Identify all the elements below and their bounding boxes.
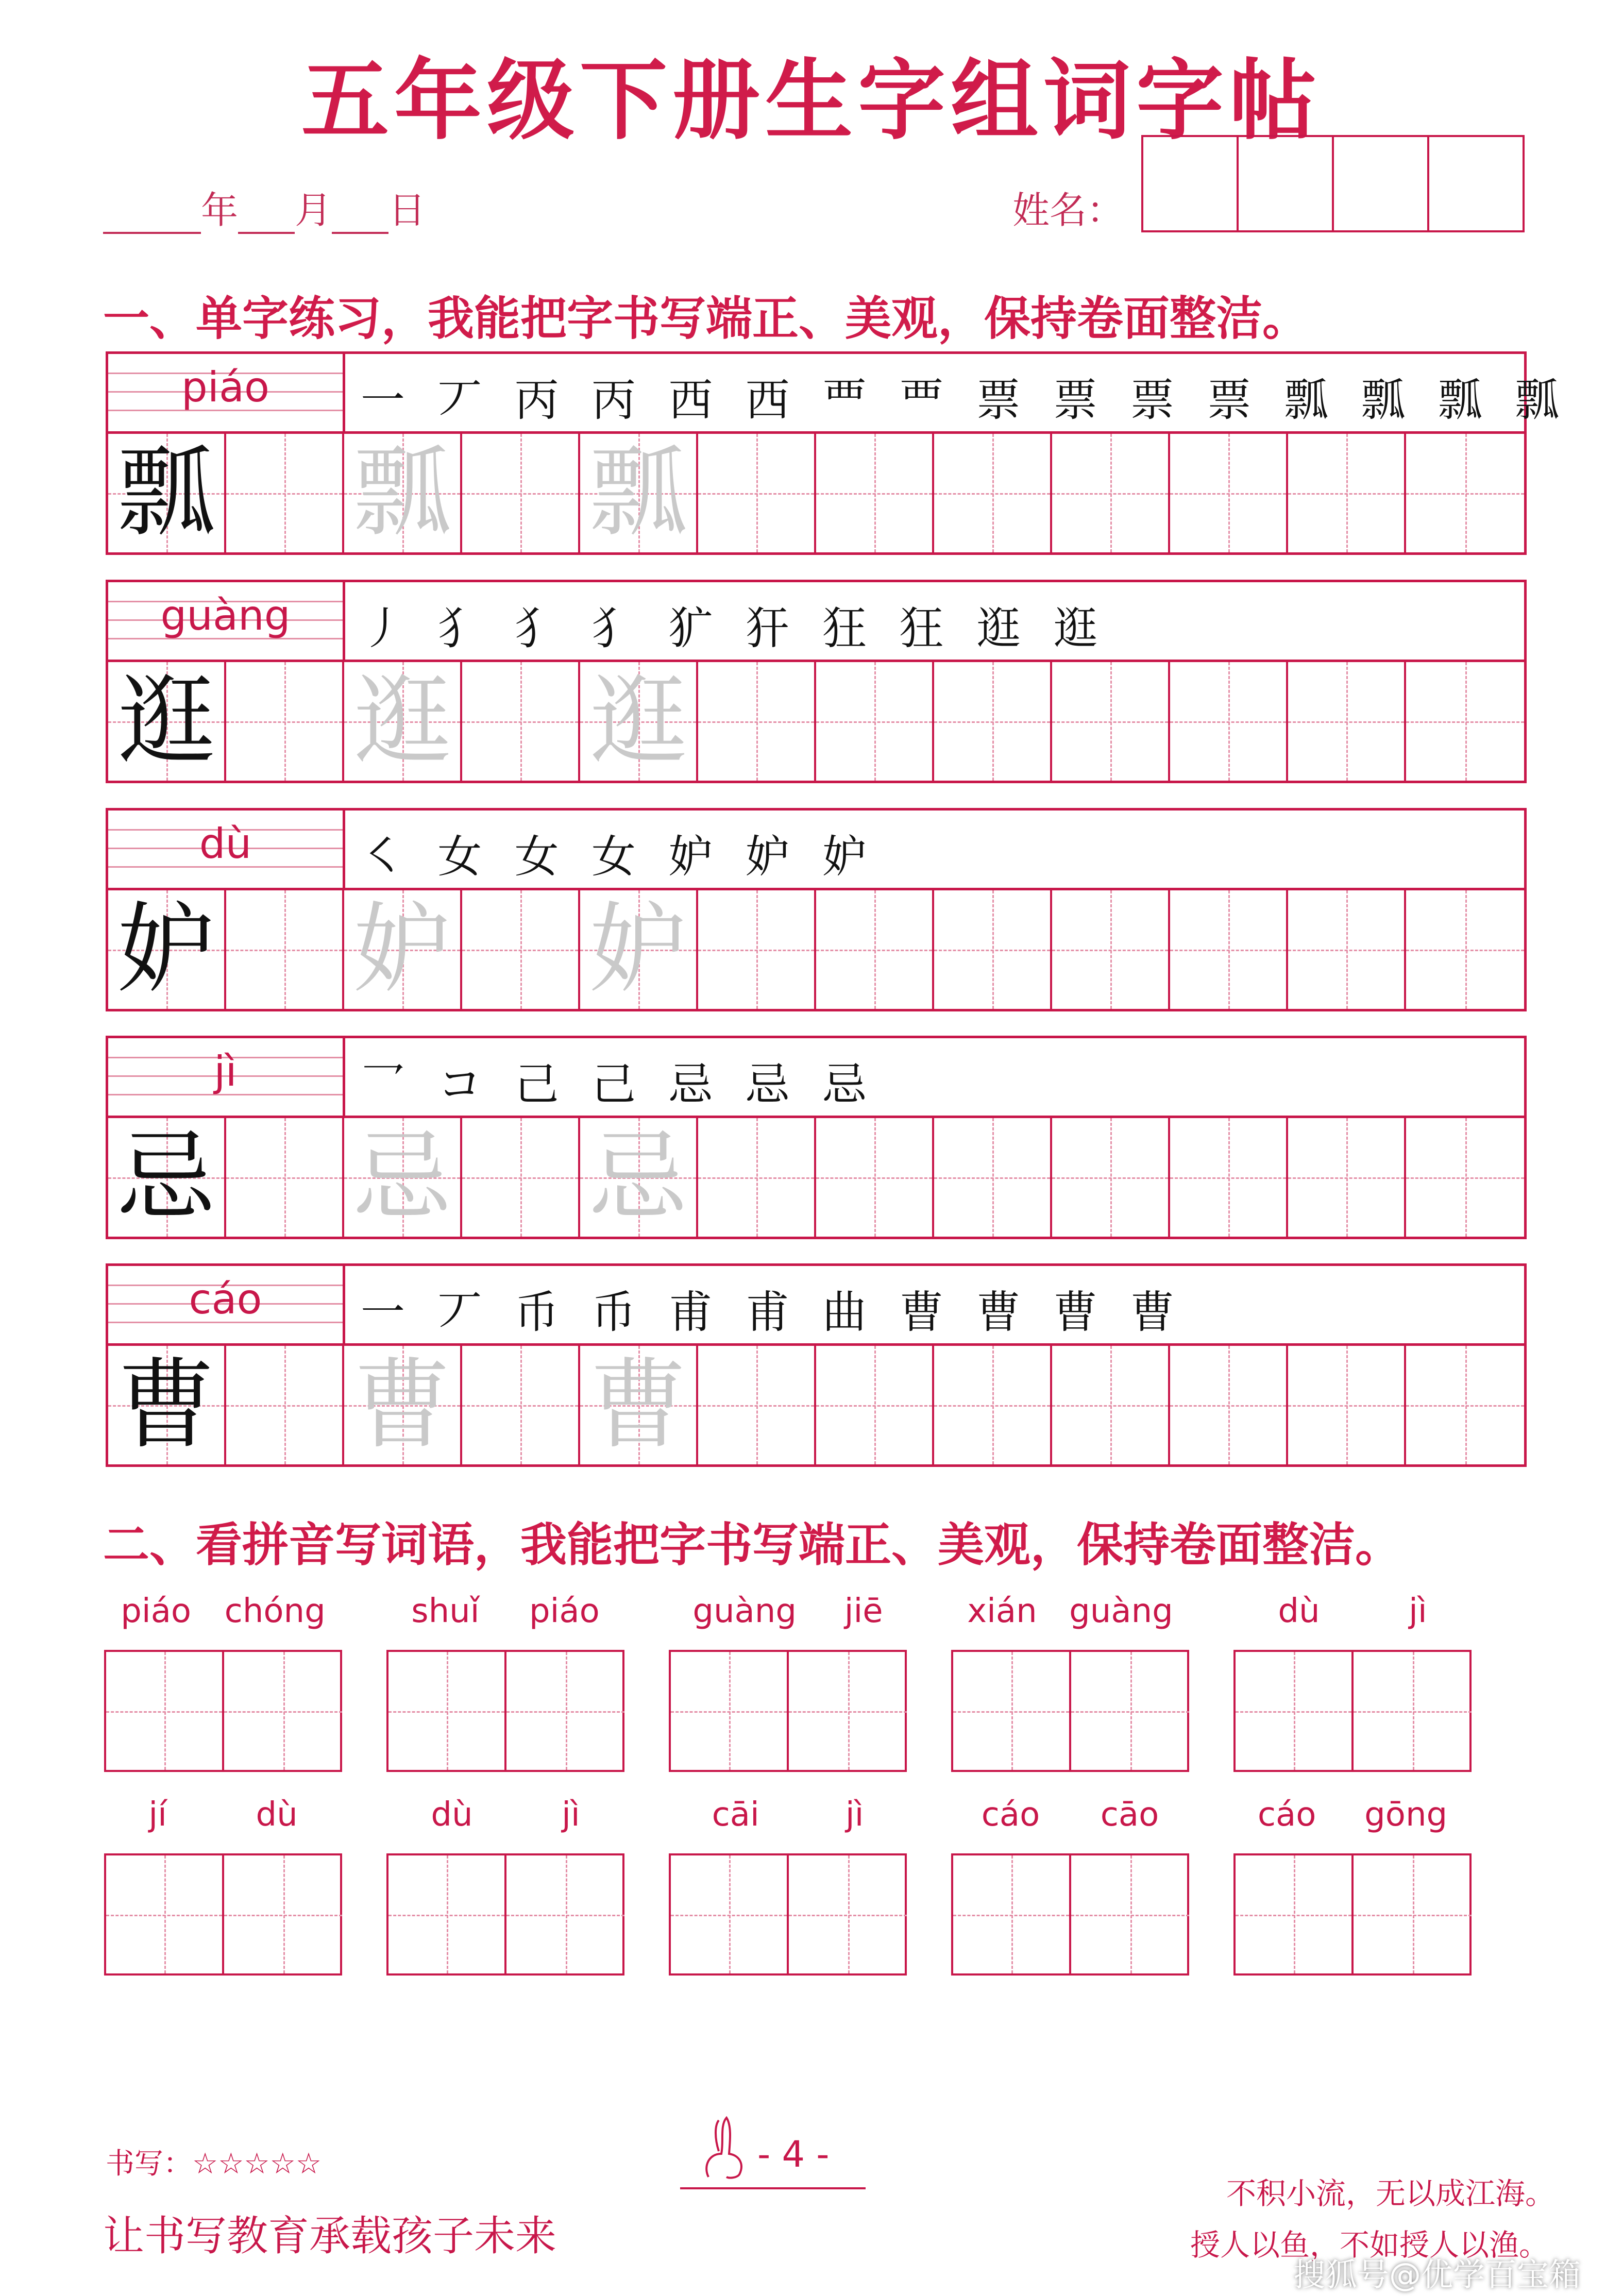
model-char: 瓢 <box>117 436 215 550</box>
word-group <box>1233 1796 1472 1976</box>
section2-title: 二、看拼音写词语，我能把字书写端正、美观，保持卷面整洁。 <box>103 1518 1401 1572</box>
word-pinyin: chóng <box>224 1592 326 1630</box>
model-char: 逛 <box>117 664 215 778</box>
word-write-box[interactable] <box>953 1855 1071 1973</box>
word-write-box[interactable] <box>106 1855 224 1973</box>
year-blank[interactable] <box>103 193 201 234</box>
tianzi-cell[interactable] <box>108 1118 226 1237</box>
word-pinyin: dù <box>256 1796 298 1834</box>
trace-char: 逛 <box>353 664 451 778</box>
word-pinyin: cāi <box>712 1796 759 1834</box>
char-pinyin: jì <box>214 1048 237 1095</box>
word-group <box>951 1592 1189 1772</box>
tianzi-cell[interactable] <box>580 890 698 1009</box>
trace-char: 忌 <box>589 1120 687 1234</box>
tianzi-cell[interactable] <box>698 1346 816 1464</box>
tianzi-grid-row <box>108 1118 1524 1237</box>
tianzi-grid-row <box>108 890 1524 1009</box>
word-write-box[interactable] <box>953 1652 1071 1770</box>
char-pinyin: piáo <box>181 363 269 411</box>
pinyin-cell <box>108 354 345 434</box>
trace-char: 曹 <box>589 1348 687 1462</box>
day-blank[interactable] <box>332 193 388 234</box>
rating-stars: 书写：☆☆☆☆☆ <box>106 2147 322 2181</box>
pinyin-cell <box>108 1266 345 1346</box>
word-pinyin: dù <box>1278 1592 1320 1630</box>
tianzi-cell[interactable] <box>1406 434 1524 552</box>
quote-line-2: 授人以鱼，不如授人以渔。 <box>1190 2227 1549 2263</box>
tianzi-cell[interactable] <box>344 890 462 1009</box>
tianzi-cell[interactable] <box>344 434 462 552</box>
word-write-box[interactable] <box>224 1652 342 1770</box>
word-write-box[interactable] <box>1071 1855 1189 1973</box>
year-label: 年 <box>201 189 239 232</box>
tianzi-cell[interactable] <box>462 662 580 781</box>
word-write-box[interactable] <box>1236 1855 1354 1973</box>
char-block <box>106 351 1569 555</box>
tianzi-cell[interactable] <box>698 434 816 552</box>
char-block <box>106 1263 1527 1467</box>
tianzi-cell[interactable] <box>1052 890 1170 1009</box>
word-write-box[interactable] <box>506 1652 624 1770</box>
page-title: 五年级下册生字组词字帖 <box>301 50 1322 152</box>
tianzi-cell[interactable] <box>1170 890 1288 1009</box>
rabbit-icon <box>688 2110 765 2187</box>
tianzi-cell[interactable] <box>1052 1346 1170 1464</box>
pinyin-cell <box>108 811 345 890</box>
word-pinyin: jí <box>148 1796 167 1834</box>
tianzi-cell[interactable] <box>226 1346 344 1464</box>
stroke-order-cell <box>345 811 1524 890</box>
word-group <box>669 1592 907 1772</box>
word-pinyin: jiē <box>844 1592 883 1630</box>
word-pinyin: gōng <box>1364 1796 1448 1834</box>
trace-char: 妒 <box>353 892 451 1006</box>
word-write-box[interactable] <box>106 1652 224 1770</box>
pinyin-cell <box>108 1038 345 1118</box>
word-group <box>386 1592 624 1772</box>
name-label: 姓名： <box>1012 189 1124 232</box>
stroke-order-cell <box>345 582 1524 662</box>
tianzi-cell[interactable] <box>580 662 698 781</box>
word-write-box[interactable] <box>506 1855 624 1973</box>
slogan: 让书写教育承载孩子未来 <box>103 2212 556 2260</box>
char-pinyin: dù <box>199 820 252 868</box>
word-write-box[interactable] <box>224 1855 342 1973</box>
char-block <box>106 580 1527 783</box>
word-write-box[interactable] <box>1236 1652 1354 1770</box>
tianzi-cell[interactable] <box>1170 1118 1288 1237</box>
tianzi-cell[interactable] <box>462 1346 580 1464</box>
watermark: 搜狐号@优学百宝箱 <box>1293 2256 1581 2293</box>
word-pinyin: cáo <box>981 1796 1040 1834</box>
page-number: - 4 - <box>757 2133 830 2175</box>
word-write-box[interactable] <box>671 1652 789 1770</box>
month-blank[interactable] <box>238 193 295 234</box>
tianzi-cell[interactable] <box>816 434 934 552</box>
tianzi-cell[interactable] <box>1406 1118 1524 1237</box>
word-write-box[interactable] <box>388 1855 506 1973</box>
tianzi-cell[interactable] <box>1288 890 1406 1009</box>
trace-char: 逛 <box>589 664 687 778</box>
tianzi-cell[interactable] <box>934 890 1052 1009</box>
tianzi-cell[interactable] <box>698 662 816 781</box>
tianzi-cell[interactable] <box>226 890 344 1009</box>
trace-char: 瓢 <box>353 436 451 550</box>
name-cell[interactable] <box>1332 137 1427 230</box>
word-pinyin: xián <box>967 1592 1037 1630</box>
tianzi-cell[interactable] <box>1170 434 1288 552</box>
tianzi-cell[interactable] <box>580 434 698 552</box>
word-group <box>951 1796 1189 1976</box>
name-grid[interactable] <box>1141 135 1525 232</box>
stroke-order: ㇛ 女 女 女 妒 妒 妒 <box>361 831 876 883</box>
model-char: 曹 <box>117 1348 215 1462</box>
word-pinyin: jì <box>562 1796 580 1834</box>
word-write-box[interactable] <box>789 1652 907 1770</box>
tianzi-cell[interactable] <box>108 890 226 1009</box>
tianzi-cell[interactable] <box>816 1346 934 1464</box>
tianzi-cell[interactable] <box>1170 1346 1288 1464</box>
char-block <box>106 1036 1527 1239</box>
word-pinyin: shuǐ <box>411 1592 480 1630</box>
section1-title: 一、单字练习，我能把字书写端正、美观，保持卷面整洁。 <box>103 292 1309 346</box>
tianzi-cell[interactable] <box>580 1346 698 1464</box>
day-label: 日 <box>388 189 426 232</box>
word-pinyin: jì <box>1409 1592 1427 1630</box>
word-pinyin: jì <box>845 1796 864 1834</box>
word-pinyin: cāo <box>1100 1796 1159 1834</box>
tianzi-grid-row <box>108 662 1524 781</box>
tianzi-cell[interactable] <box>934 434 1052 552</box>
tianzi-cell[interactable] <box>108 1346 226 1464</box>
char-pinyin: guàng <box>160 592 291 639</box>
name-cell[interactable] <box>1237 137 1332 230</box>
model-char: 妒 <box>117 892 215 1006</box>
tianzi-cell[interactable] <box>462 1118 580 1237</box>
word-write-box[interactable] <box>388 1652 506 1770</box>
tianzi-cell[interactable] <box>344 1118 462 1237</box>
stroke-order: 丿 犭 犭 犭 犷 犴 狂 狂 逛 逛 <box>361 603 1107 654</box>
tianzi-cell[interactable] <box>1170 662 1288 781</box>
word-pinyin: guàng <box>692 1592 797 1630</box>
name-cell[interactable] <box>1143 137 1237 230</box>
trace-char: 曹 <box>353 1348 451 1462</box>
tianzi-cell[interactable] <box>816 890 934 1009</box>
quote-line-1: 不积小流，无以成江海。 <box>1226 2176 1556 2211</box>
trace-char: 忌 <box>353 1120 451 1234</box>
tianzi-cell[interactable] <box>226 1118 344 1237</box>
tianzi-cell[interactable] <box>934 1346 1052 1464</box>
tianzi-cell[interactable] <box>344 1346 462 1464</box>
stroke-order: 乛 コ 己 己 忌 忌 忌 <box>361 1059 876 1110</box>
word-group <box>386 1796 624 1976</box>
tianzi-cell[interactable] <box>108 662 226 781</box>
tianzi-cell[interactable] <box>698 1118 816 1237</box>
tianzi-cell[interactable] <box>1288 434 1406 552</box>
tianzi-cell[interactable] <box>1288 1346 1406 1464</box>
tianzi-cell[interactable] <box>1052 662 1170 781</box>
model-char: 忌 <box>117 1120 215 1234</box>
word-write-box[interactable] <box>1071 1652 1189 1770</box>
stroke-order: 一 丆 币 币 甫 甫 曲 曹 曹 曹 曹 <box>361 1287 1184 1338</box>
month-label: 月 <box>295 189 332 232</box>
tianzi-cell[interactable] <box>1406 1346 1524 1464</box>
word-pinyin: dù <box>431 1796 473 1834</box>
stroke-order-cell <box>345 354 1569 434</box>
char-pinyin: cáo <box>189 1275 262 1323</box>
word-group <box>104 1592 342 1772</box>
trace-char: 瓢 <box>589 436 687 550</box>
word-pinyin: piáo <box>121 1592 192 1630</box>
tianzi-cell[interactable] <box>1052 434 1170 552</box>
name-cell[interactable] <box>1427 137 1523 230</box>
stroke-order-cell <box>345 1038 1524 1118</box>
word-write-box[interactable] <box>789 1855 907 1973</box>
trace-char: 妒 <box>589 892 687 1006</box>
tianzi-cell[interactable] <box>934 1118 1052 1237</box>
date-line <box>103 180 426 234</box>
tianzi-cell[interactable] <box>1288 662 1406 781</box>
tianzi-cell[interactable] <box>344 662 462 781</box>
word-group <box>669 1796 907 1976</box>
tianzi-cell[interactable] <box>1406 662 1524 781</box>
tianzi-cell[interactable] <box>1052 1118 1170 1237</box>
tianzi-cell[interactable] <box>1406 890 1524 1009</box>
tianzi-cell[interactable] <box>462 434 580 552</box>
stroke-order: 一 丆 丙 丙 西 西 覀 覀 票 票 票 票 瓢 瓢 瓢 瓢 <box>361 375 1569 426</box>
word-write-box[interactable] <box>671 1855 789 1973</box>
tianzi-grid-row <box>108 1346 1524 1464</box>
tianzi-cell[interactable] <box>226 662 344 781</box>
word-write-box[interactable] <box>1354 1652 1472 1770</box>
tianzi-cell[interactable] <box>108 434 226 552</box>
tianzi-cell[interactable] <box>934 662 1052 781</box>
word-write-box[interactable] <box>1354 1855 1472 1973</box>
footer-divider <box>680 2187 866 2189</box>
tianzi-cell[interactable] <box>816 662 934 781</box>
tianzi-cell[interactable] <box>226 434 344 552</box>
word-pinyin: piáo <box>529 1592 600 1630</box>
tianzi-cell[interactable] <box>580 1118 698 1237</box>
word-group <box>1233 1592 1472 1772</box>
tianzi-cell[interactable] <box>462 890 580 1009</box>
char-block <box>106 808 1527 1011</box>
pinyin-cell <box>108 582 345 662</box>
word-group <box>104 1796 342 1976</box>
tianzi-cell[interactable] <box>1288 1118 1406 1237</box>
stroke-order-cell <box>345 1266 1524 1346</box>
word-pinyin: cáo <box>1257 1796 1316 1834</box>
word-pinyin: guàng <box>1069 1592 1173 1630</box>
tianzi-cell[interactable] <box>816 1118 934 1237</box>
tianzi-cell[interactable] <box>698 890 816 1009</box>
tianzi-grid-row <box>108 434 1524 552</box>
